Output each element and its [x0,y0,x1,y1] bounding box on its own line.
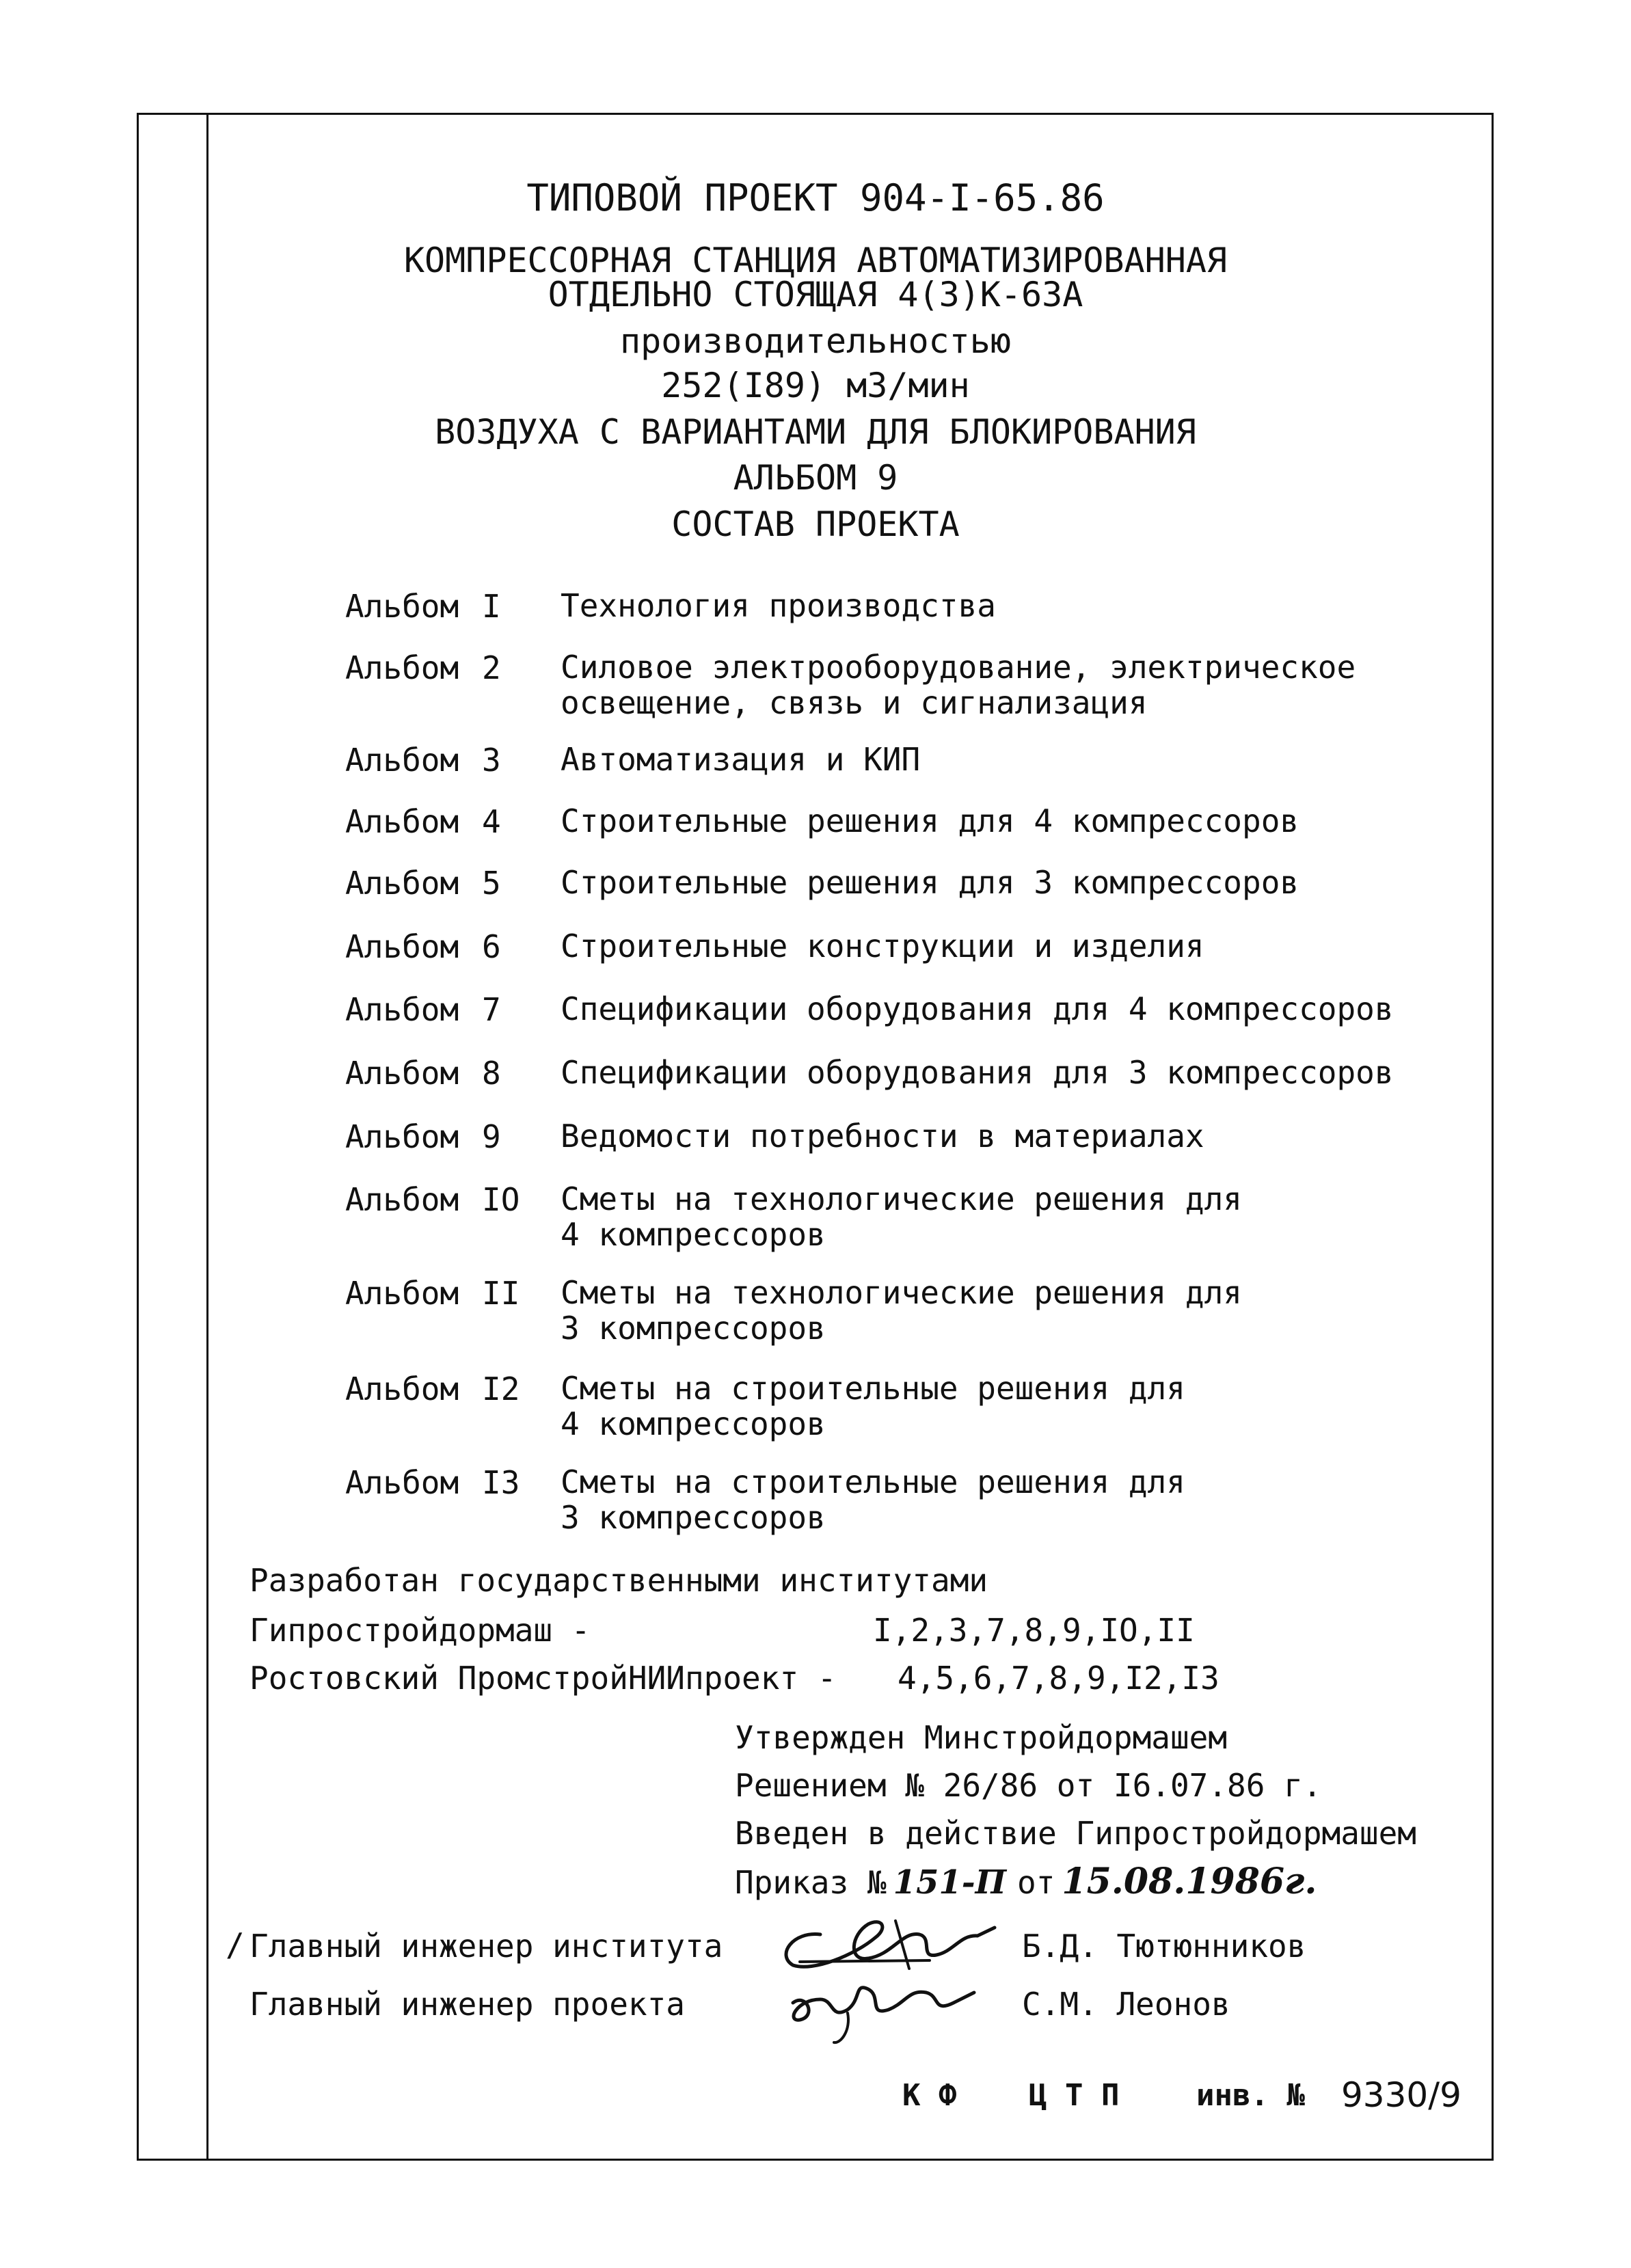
album-description: Силовое электрооборудование, электрическое освещение, связь и сигнализация [561,649,1356,721]
composition-title: СОСТАВ ПРОЕКТА [671,504,960,544]
enacted-by: Введен в действие Гипростройдормашем [735,1815,1416,1852]
album-label: Альбом [345,865,459,902]
album-description: Технология производства [561,587,996,624]
album-description: Строительные решения для 3 компрессоров [561,864,1299,901]
album-number: I3 [482,1464,520,1501]
album-label: Альбом [345,588,459,625]
chief-engineer-project-name: С.М. Леонов [1022,1986,1230,2023]
album-label: Альбом [345,1118,459,1155]
album-number: 3 [482,742,501,779]
album-number: 7 [482,991,501,1028]
role-chief-engineer-project: Главный инженер проекта [250,1986,685,2023]
album-number: I2 [482,1371,520,1407]
frame-top-line [137,113,1494,115]
album-label: Альбом [345,1464,459,1501]
album-description: Сметы на строительные решения для 4 компрессоров [561,1370,1185,1442]
album-label: Альбом [345,1275,459,1312]
developer-org-1-albums: I,2,3,7,8,9,IO,II [873,1612,1195,1649]
album-label: Альбом [345,1371,459,1407]
album-label: Альбом [345,991,459,1028]
order-prefix: Приказ № [735,1864,887,1901]
approved-by: Утвержден Минстройдормашем [735,1719,1228,1756]
album-number-title: АЛЬБОМ 9 [733,458,898,498]
album-label: Альбом [345,1181,459,1218]
footer-inventory-number: 9330/9 [1341,2075,1461,2115]
album-label: Альбом [345,928,459,965]
capacity-label: производительностью [620,321,1011,361]
developer-org-2: Ростовский ПромстройНИИпроект - [250,1660,837,1697]
album-label: Альбом [345,1055,459,1092]
album-description: Строительные решения для 4 компрессоров [561,802,1299,839]
album-number: 6 [482,928,501,965]
album-description: Спецификации оборудования для 4 компрессоров [561,990,1394,1027]
decision-line: Решением № 26/86 от I6.07.86 г. [735,1767,1322,1804]
album-number: 5 [482,865,501,902]
album-number: 8 [482,1055,501,1092]
order-number: 151-П [893,1863,1007,1902]
chief-engineer-institute-name: Б.Д. Тютюнников [1022,1928,1306,1965]
station-title: КОМПРЕССОРНАЯ СТАНЦИЯ АВТОМАТИЗИРОВАННАЯ [403,241,1228,280]
station-subtitle: ОТДЕЛЬНО СТОЯЩАЯ 4(3)К-63А [548,275,1083,314]
footer-ctp: Ц Т П [1029,2078,1120,2113]
album-number: I [482,588,501,625]
tick-mark: / [226,1926,245,1963]
frame-bottom-line [137,2159,1494,2161]
album-number: 2 [482,649,501,686]
capacity-value: 252(I89) м3/мин [661,366,970,405]
order-date: 15.08.1986г. [1062,1861,1317,1902]
role-chief-engineer-institute: Главный инженер института [250,1928,723,1965]
album-number: 4 [482,803,501,840]
album-number: II [482,1275,520,1312]
footer-inventory-label: инв. № [1196,2078,1305,2113]
order-from: от [1017,1864,1055,1901]
album-description: Автоматизация и КИП [561,741,921,778]
album-label: Альбом [345,803,459,840]
album-description: Строительные конструкции и изделия [561,928,1204,964]
footer-kf: К Ф [902,2078,957,2113]
album-label: Альбом [345,742,459,779]
signature-2 [779,1962,984,2051]
air-variants-title: ВОЗДУХА С ВАРИАНТАМИ ДЛЯ БЛОКИРОВАНИЯ [435,412,1196,452]
album-description: Сметы на технологические решения для 4 компрессоров [561,1180,1242,1253]
developer-org-2-albums: 4,5,6,7,8,9,I2,I3 [898,1660,1219,1697]
album-description: Ведомости потребности в материалах [561,1118,1204,1155]
album-label: Альбом [345,649,459,686]
album-description: Сметы на технологические решения для 3 компрессоров [561,1274,1242,1347]
order-line [735,1861,1317,1902]
album-number: 9 [482,1118,501,1155]
project-title: ТИПОВОЙ ПРОЕКТ 904-I-65.86 [526,176,1105,219]
album-description: Сметы на строительные решения для 3 компрессоров [561,1463,1185,1536]
developer-org-1: Гипростройдормаш - [250,1612,591,1649]
album-description: Спецификации оборудования для 3 компрессоров [561,1054,1394,1091]
album-number: IO [482,1181,520,1218]
developed-by-intro: Разработан государственными институтами [250,1562,988,1599]
